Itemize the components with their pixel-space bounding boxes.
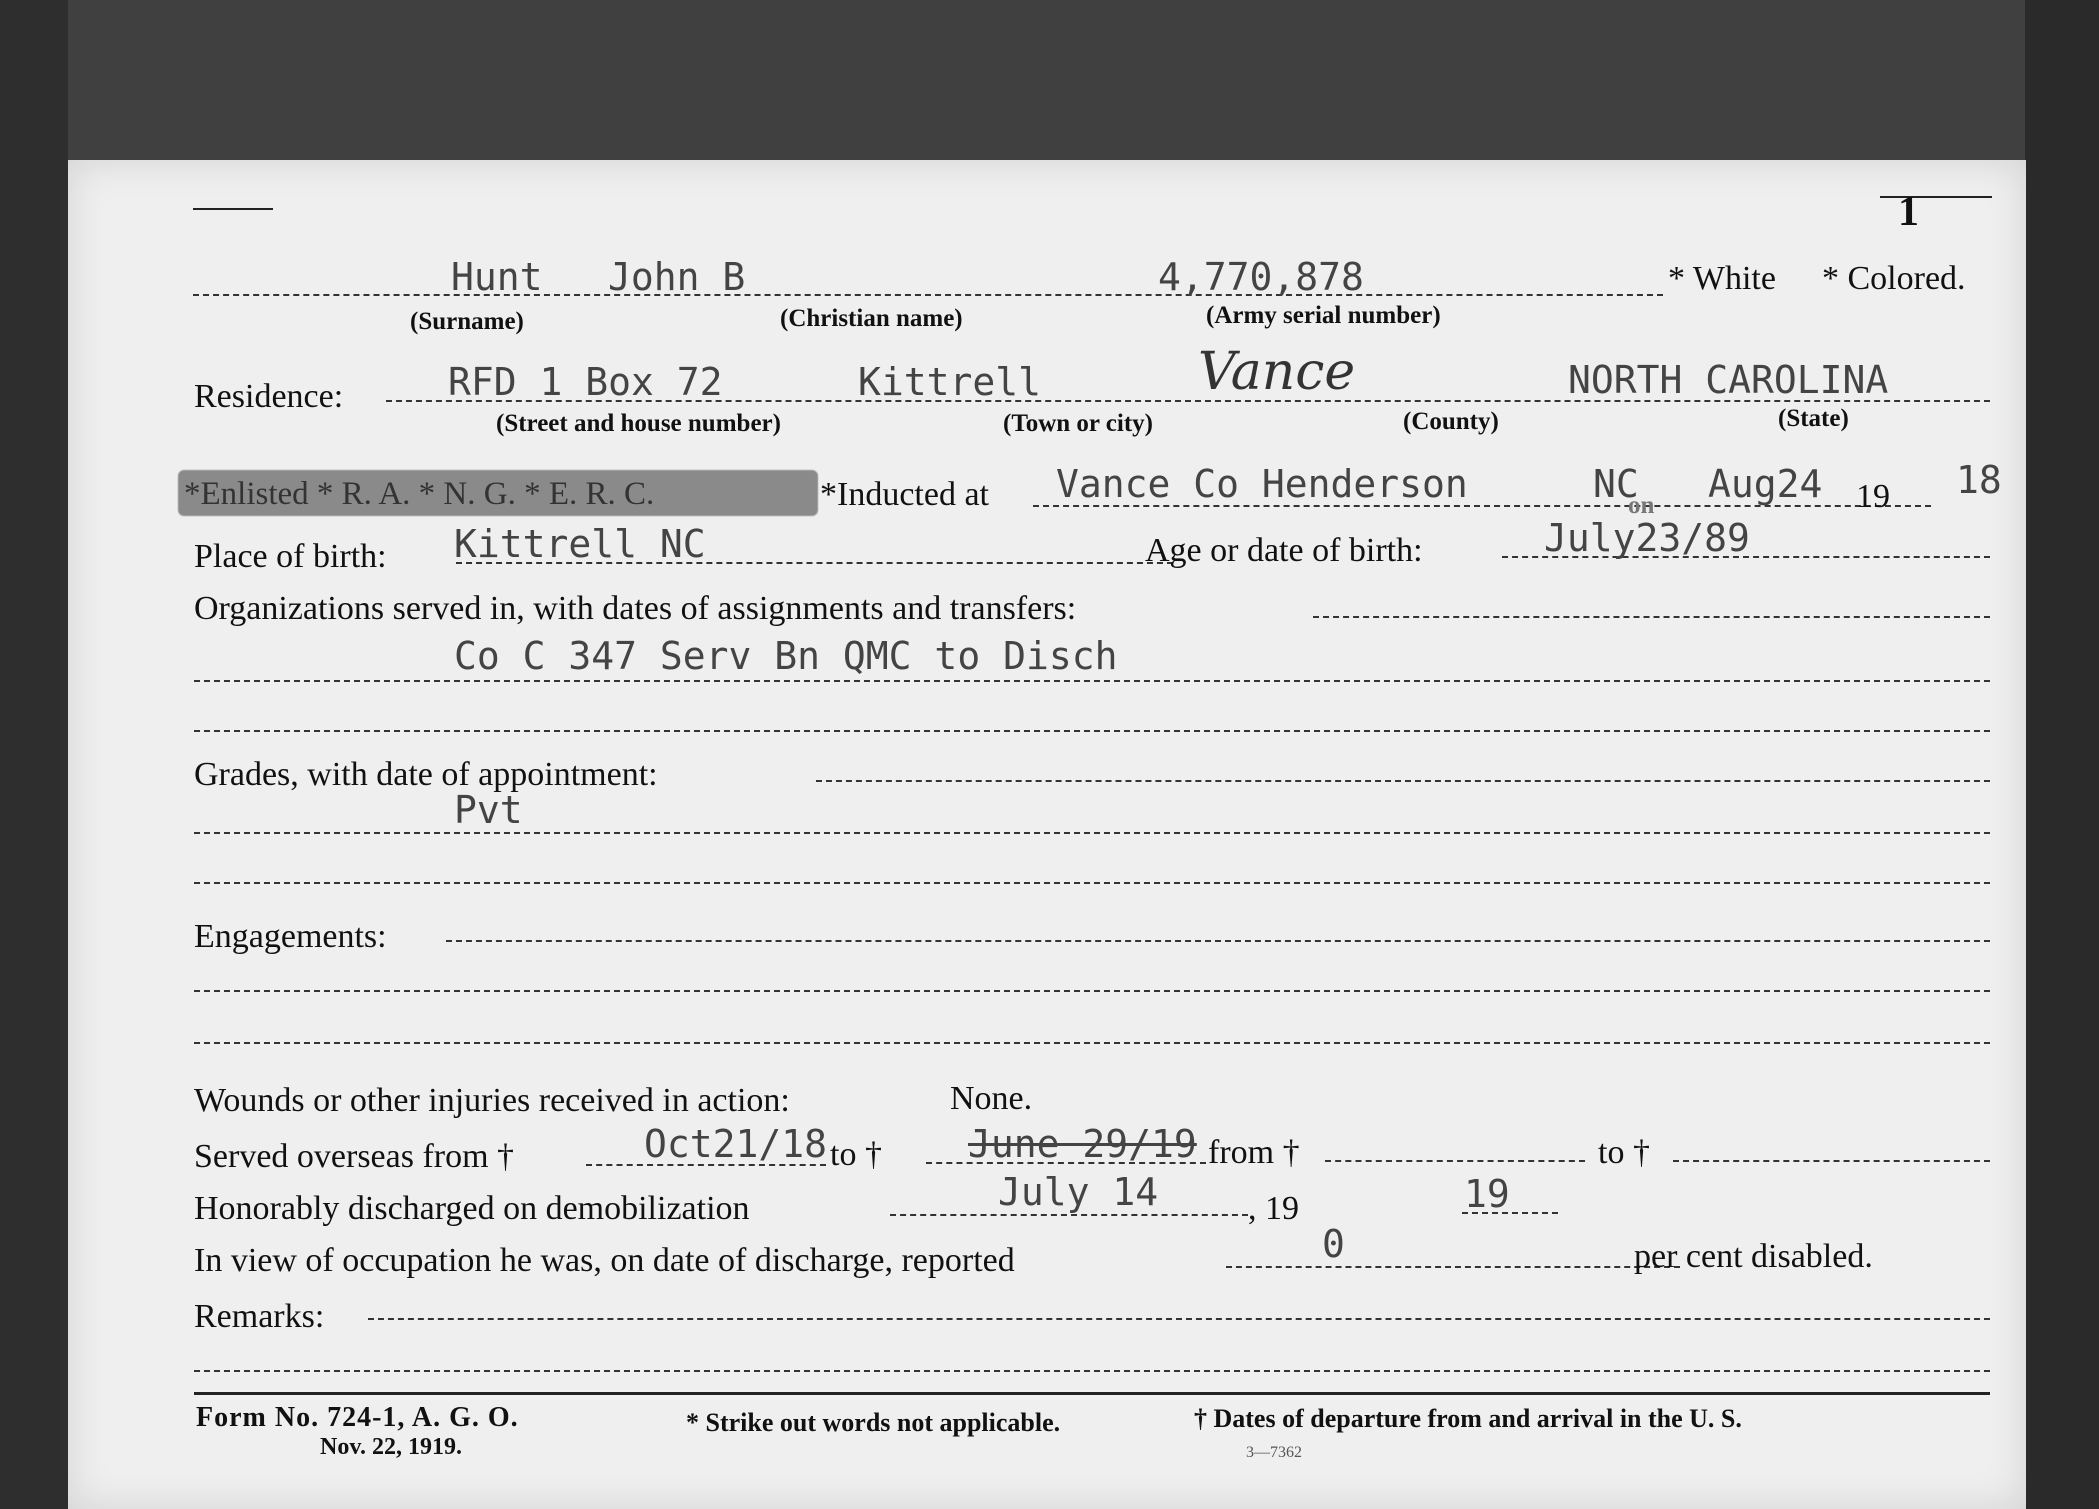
background-right-edge bbox=[2025, 0, 2099, 1509]
discharge-label: Honorably discharged on demobilization bbox=[194, 1190, 750, 1227]
surname-value: Hunt bbox=[451, 255, 543, 299]
engagements-line-3 bbox=[194, 1042, 1990, 1044]
overseas-from2-label: from † bbox=[1208, 1134, 1300, 1171]
christian-name-value: John B bbox=[608, 255, 746, 299]
county-label: (County) bbox=[1403, 408, 1499, 435]
race-white: * White bbox=[1668, 260, 1776, 297]
remarks-line-2 bbox=[194, 1370, 1990, 1372]
disability-line bbox=[1226, 1266, 1680, 1268]
residence-state-value: NORTH CAROLINA bbox=[1568, 358, 1889, 402]
induction-date-value: Aug24 bbox=[1708, 462, 1823, 506]
top-left-rule bbox=[193, 208, 273, 210]
card-number: 1 bbox=[1898, 189, 1919, 235]
discharge-date-value: July 14 bbox=[998, 1170, 1159, 1214]
organizations-line-2 bbox=[194, 680, 1990, 682]
discharge-year-value: 19 bbox=[1464, 1172, 1510, 1216]
enlisted-options: *Enlisted * R. A. * N. G. * E. R. C. bbox=[184, 476, 655, 512]
organizations-line-1 bbox=[1313, 616, 1990, 618]
background-top bbox=[0, 0, 2099, 160]
street-label: (Street and house number) bbox=[496, 410, 781, 437]
grades-label: Grades, with date of appointment: bbox=[194, 756, 658, 793]
footer-rule bbox=[194, 1392, 1990, 1395]
birth-place-label: Place of birth: bbox=[194, 538, 387, 575]
induction-place-value: Vance Co Henderson bbox=[1056, 462, 1468, 506]
discharge-year-prefix: , 19 bbox=[1248, 1190, 1299, 1227]
organizations-label: Organizations served in, with dates of assignments and transfers: bbox=[194, 590, 1077, 627]
serial-number-label: (Army serial number) bbox=[1206, 302, 1441, 329]
residence-street-value: RFD 1 Box 72 bbox=[448, 360, 723, 404]
engagements-line-2 bbox=[194, 990, 1990, 992]
service-record-card bbox=[68, 160, 2026, 1509]
overseas-from2-line bbox=[1325, 1160, 1585, 1162]
disability-label: In view of occupation he was, on date of discharge, reported bbox=[194, 1242, 1015, 1279]
name-line bbox=[193, 294, 1663, 296]
state-label: (State) bbox=[1778, 405, 1849, 432]
wounds-value: None. bbox=[950, 1080, 1033, 1117]
birth-date-value: July23/89 bbox=[1544, 516, 1750, 560]
grades-line-1 bbox=[816, 780, 1990, 782]
organizations-entry: Co C 347 Serv Bn QMC to Disch bbox=[454, 634, 1118, 678]
serial-number-value: 4,770,878 bbox=[1158, 255, 1364, 299]
overseas-to2-label: to † bbox=[1598, 1134, 1650, 1171]
wounds-label: Wounds or other injuries received in action: bbox=[194, 1082, 790, 1119]
overseas-from-value: Oct21/18 bbox=[644, 1122, 828, 1166]
birth-place-value: Kittrell NC bbox=[454, 522, 706, 566]
form-date: Nov. 22, 1919. bbox=[320, 1434, 463, 1460]
grades-line-3 bbox=[194, 882, 1990, 884]
strike-out-note: * Strike out words not applicable. bbox=[686, 1408, 1061, 1437]
disability-value: 0 bbox=[1322, 1222, 1345, 1266]
engagements-label: Engagements: bbox=[194, 918, 387, 955]
town-label: (Town or city) bbox=[1003, 410, 1153, 437]
residence-town-value: Kittrell bbox=[858, 360, 1042, 404]
inducted-label: *Inducted at bbox=[820, 476, 989, 513]
induction-year-value: 18 bbox=[1956, 458, 2002, 502]
disability-suffix: per cent disabled. bbox=[1634, 1238, 1873, 1275]
remarks-label: Remarks: bbox=[194, 1298, 325, 1335]
residence-county-value: Vance bbox=[1198, 342, 1356, 402]
remarks-line-1 bbox=[368, 1318, 1990, 1320]
dates-note: † Dates of departure from and arrival in the U. S. bbox=[1194, 1404, 1742, 1433]
induction-on-label: on bbox=[1628, 492, 1655, 519]
overseas-to-value: June 29/19 bbox=[968, 1122, 1197, 1166]
birth-date-label: Age or date of birth: bbox=[1145, 532, 1423, 569]
form-number: Form No. 724-1, A. G. O. bbox=[196, 1402, 519, 1433]
surname-label: (Surname) bbox=[410, 308, 524, 335]
engagements-line-1 bbox=[446, 940, 1990, 942]
induction-year-prefix: 19 bbox=[1856, 478, 1890, 515]
overseas-to-label: to † bbox=[830, 1136, 882, 1173]
overseas-to2-line bbox=[1673, 1160, 1990, 1162]
overseas-from-label: Served overseas from † bbox=[194, 1138, 515, 1175]
induction-state-value: NC bbox=[1593, 462, 1639, 506]
grades-entry: Pvt bbox=[454, 788, 523, 832]
christian-name-label: (Christian name) bbox=[780, 305, 963, 332]
top-right-rule bbox=[1880, 196, 1992, 198]
organizations-line-3 bbox=[194, 730, 1990, 732]
background-left-edge bbox=[0, 0, 68, 1509]
discharge-line bbox=[890, 1214, 1248, 1216]
print-code: 3—7362 bbox=[1246, 1444, 1302, 1461]
residence-label: Residence: bbox=[194, 378, 344, 415]
race-colored: * Colored. bbox=[1822, 260, 1966, 297]
grades-line-2 bbox=[194, 832, 1990, 834]
